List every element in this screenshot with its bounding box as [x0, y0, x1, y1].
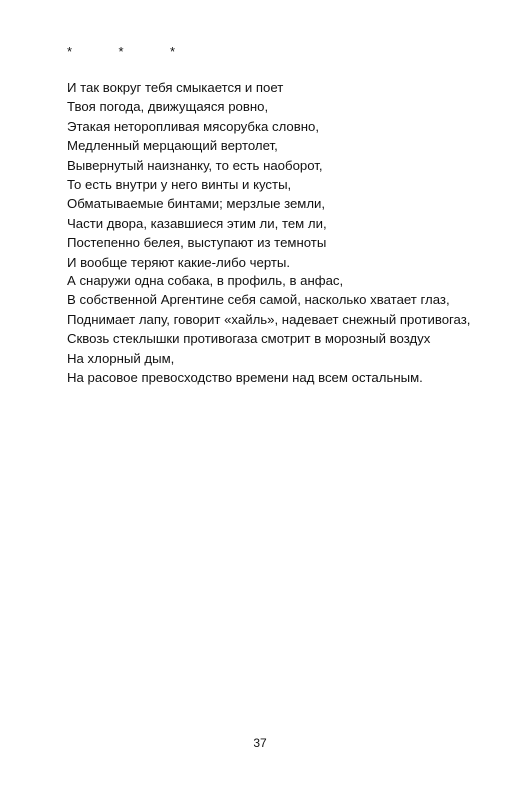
poem-line: Твоя погода, движущаяся ровно,	[67, 99, 269, 115]
poem-line: Части двора, казавшиеся этим ли, тем ли,	[67, 215, 327, 231]
poem-line: И так вокруг тебя смыкается и поет	[67, 80, 284, 95]
poem-line: А снаружи одна собака, в профиль, в анфас,	[67, 273, 344, 288]
poem-line: Постепенно белея, выступают из темноты	[67, 235, 327, 251]
poem-line: Этакая неторопливая мясорубка словно,	[67, 118, 320, 134]
poem-line: Медленный мерцающий вертолет,	[67, 138, 278, 154]
poem-line: То есть внутри у него винты и кусты,	[67, 177, 292, 193]
section-separator: * * *	[67, 44, 176, 59]
page-number: 37	[253, 736, 267, 750]
poem-line: Поднимает лапу, говорит «хайль», надевает снежный противогаз,	[67, 311, 471, 327]
poem-line: В собственной Аргентине себя самой, насколько хватает глаз,	[67, 292, 450, 308]
poem-line: И вообще теряют какие-либо черты.	[67, 254, 291, 270]
poem-line: Обматываемые бинтами; мерзлые земли,	[67, 196, 326, 212]
poem-line: На хлорный дым,	[67, 350, 175, 366]
stanza-1	[67, 78, 327, 272]
poem-line: На расовое превосходство времени над всем остальным.	[67, 370, 423, 386]
poem-line: Сквозь стеклышки противогаза смотрит в морозный воздух	[67, 331, 431, 347]
poem-line: Вывернутый наизнанку, то есть наоборот,	[67, 157, 323, 173]
stanza-2	[67, 271, 470, 387]
